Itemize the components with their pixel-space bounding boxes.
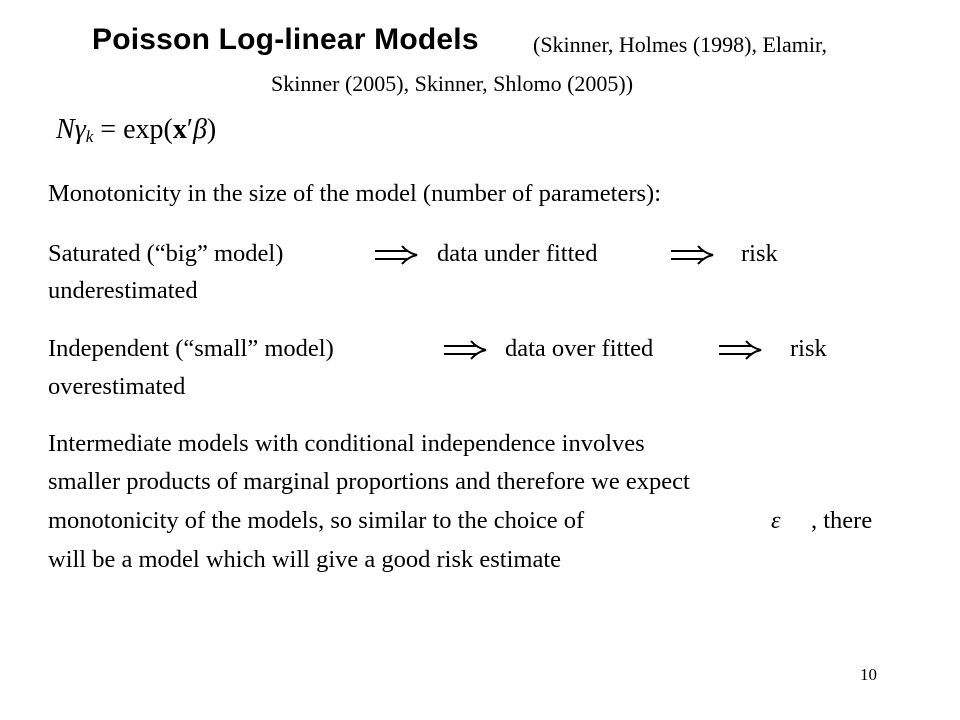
intermediate-text-3b: , there <box>811 507 873 534</box>
saturated-text-3: risk <box>741 240 778 267</box>
independent-text-1: Independent (“small” model) <box>48 335 334 362</box>
formula-n: N <box>56 114 75 145</box>
independent-text-4: overestimated <box>48 373 186 400</box>
independent-text-3: risk <box>790 335 827 362</box>
monotonicity-line: Monotonicity in the size of the model (number of parameters): <box>48 180 662 207</box>
intermediate-text-1: Intermediate models with conditional independence involves <box>48 430 645 457</box>
citation-line-1: (Skinner, Holmes (1998), Elamir, <box>533 32 827 57</box>
saturated-text-2: data under fitted <box>437 240 598 267</box>
slide-title: Poisson Log-linear Models <box>92 23 479 56</box>
independent-text-2: data over fitted <box>505 335 654 362</box>
model-formula <box>56 110 216 153</box>
formula-subscript-k: k <box>85 127 94 146</box>
formula-prime: ′ <box>186 114 193 145</box>
intermediate-text-3a: monotonicity of the models, so similar to the choice of <box>48 507 585 534</box>
implies-arrow-icon <box>443 340 487 360</box>
saturated-text-4: underestimated <box>48 277 198 304</box>
page-number: 10 <box>860 665 877 684</box>
citation-line-2: Skinner (2005), Skinner, Shlomo (2005)) <box>271 71 634 96</box>
formula-equals-exp: = exp( <box>100 114 173 145</box>
intermediate-text-2: smaller products of marginal proportions and therefore we expect <box>48 468 690 495</box>
formula-beta: β <box>192 114 207 145</box>
epsilon-symbol: ε <box>771 508 781 534</box>
formula-x: x <box>172 114 187 145</box>
implies-arrow-icon <box>718 340 762 360</box>
formula-close: ) <box>206 114 217 145</box>
implies-arrow-icon <box>670 245 714 265</box>
implies-arrow-icon <box>374 245 418 265</box>
saturated-text-1: Saturated (“big” model) <box>48 240 284 267</box>
formula-gamma: γ <box>74 114 86 145</box>
intermediate-text-4: will be a model which will give a good risk estimate <box>48 546 562 573</box>
